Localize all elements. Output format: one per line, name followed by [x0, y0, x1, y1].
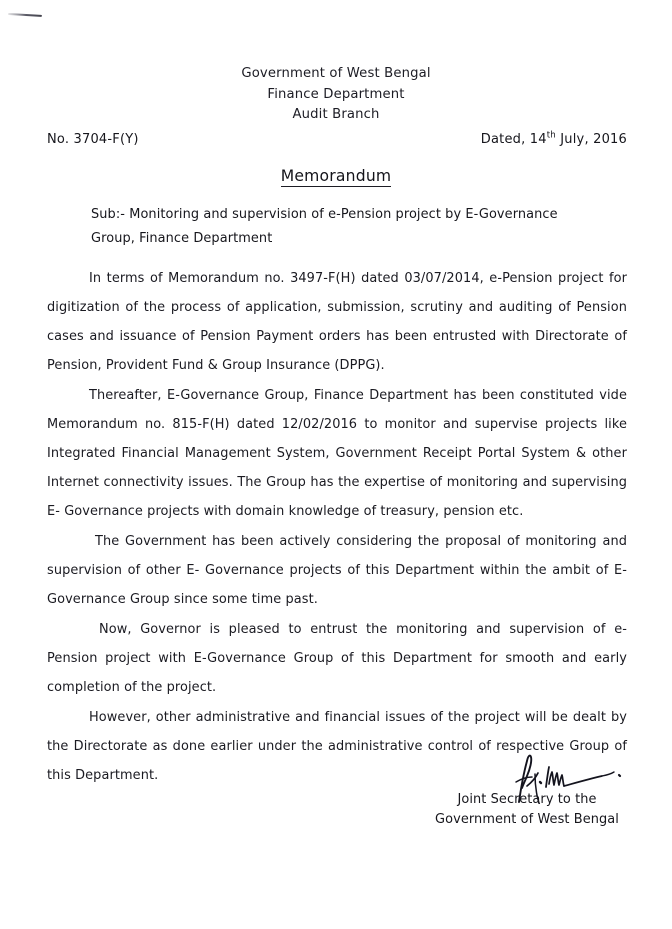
body-paragraph: In terms of Memorandum no. 3497-F(H) dated 03/07/2014, e-Pension project for digitization of the process of application, submission, scrutiny and auditing of Pension cases and issuance of Pension Payment orders has been entrusted with Directorate of Pension, Provident Fund & Group Insurance (DPPG). [47, 271, 627, 373]
signature-designation [427, 752, 627, 830]
reference-number: No. 3704-F(Y) [47, 132, 139, 147]
page-title-text: Memorandum [280, 167, 392, 185]
document-body [47, 264, 627, 790]
scan-artifact-streak [8, 13, 42, 17]
letterhead-line-government: Government of West Bengal [241, 66, 431, 81]
body-paragraph: However, other administrative and financial issues of the project will be dealt by the Directorate as done earlier under the administrative control of respective Group of this Department. [47, 710, 627, 783]
signature-line-title: Joint Secretary to the [457, 792, 597, 807]
signature-line-government: Government of West Bengal [435, 812, 619, 827]
subject-line: Sub:- Monitoring and supervision of e-Pension project by E-Governance Group, Finance Department [91, 207, 558, 246]
date-suffix: July, 2016 [555, 132, 627, 147]
body-paragraph: Now, Governor is pleased to entrust the monitoring and supervision of e-Pension project with E-Governance Group of this Department for smooth and early completion of the project. [47, 622, 627, 695]
letterhead-line-department: Finance Department [267, 86, 405, 102]
body-paragraph: The Government has been actively considering the proposal of monitoring and supervision of other E- Governance projects of this Department within the ambit of E-Governance Group since some time past. [47, 534, 627, 607]
reference-row [47, 132, 627, 152]
document-date [481, 132, 627, 147]
page-title [0, 166, 672, 185]
date-ordinal-suffix: th [546, 130, 556, 141]
signature-block [427, 752, 627, 830]
letterhead [0, 64, 672, 126]
date-prefix: Dated, 14 [480, 132, 547, 147]
letterhead-line-branch: Audit Branch [292, 107, 380, 122]
body-paragraph: Thereafter, E-Governance Group, Finance Department has been constituted vide Memorandum no. 815-F(H) dated 12/02/2016 to monitor and supervise projects like Integrated Financial Management System, Government Receipt Portal System & other Internet connectivity issues. The Group has the expertise of monitoring and supervising E- Governance projects with domain knowledge of treasury, pension etc. [47, 388, 627, 519]
